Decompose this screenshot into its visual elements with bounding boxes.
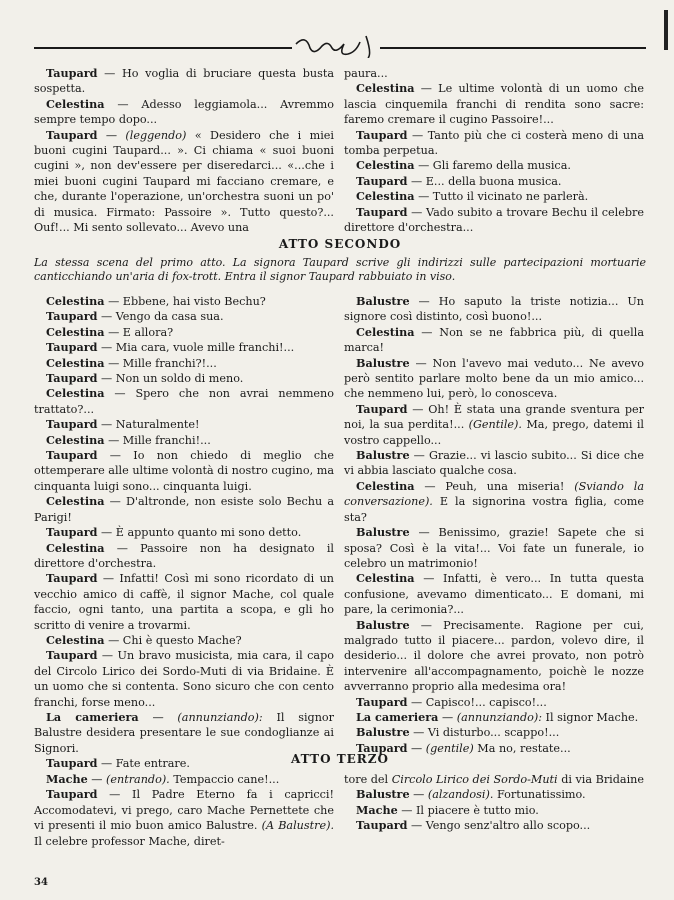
dialogue-text: Ma, prego, datemi il vostro cappello... — [344, 418, 644, 447]
dialogue-line — [34, 128, 334, 236]
stage-direction: — (entrando). — [91, 773, 170, 786]
speaker-name: Celestina — [356, 478, 415, 493]
speaker-name: Celestina — [46, 386, 105, 401]
speaker-name: Celestina — [356, 189, 415, 204]
dialogue-text: — Le ultime volontà di un uomo che lascia cinquemila franchi di rendita sono sacre: faremo cremare il cugino Passoire!... — [344, 82, 645, 127]
dialogue-text: — Ho saputo la triste notizia... Un signore così distinto, così buono!... — [344, 295, 644, 324]
dialogue-text: — Tutto il vicinato ne parlerà. — [418, 190, 589, 204]
dialogue-line — [34, 340, 334, 355]
speaker-name: La cameriera — [46, 709, 139, 724]
dialogue-line — [344, 525, 644, 571]
act2-left-column — [34, 294, 334, 772]
dialogue-line — [344, 325, 644, 356]
dialogue-text: paura... — [344, 67, 388, 80]
speaker-name: Balustre — [356, 355, 410, 370]
speaker-name: Taupard — [356, 401, 408, 416]
dialogue-text: Il signor Balustre desidera presentare le sue condoglianze ai Signori. — [34, 710, 334, 755]
dialogue-text: — E allora? — [108, 325, 174, 339]
speaker-name: Taupard — [356, 694, 408, 709]
speaker-name: Celestina — [356, 324, 415, 339]
dialogue-line — [344, 618, 644, 695]
act1-right-column — [344, 66, 644, 235]
dialogue-line — [344, 803, 644, 818]
dialogue-line — [344, 710, 644, 725]
dialogue-text: Il signor Mache. — [545, 710, 639, 724]
speaker-name: Taupard — [46, 648, 98, 663]
dialogue-text: « Desidero che i miei buoni cugini Taupard... ». Ci chiama « suoi buoni cugini », non dev'essere per diseredarci... «...che i miei buoni cugini Taupard mi facciano cremare, e che, durante l'operazione, un'orchestra suoni un po' di musica. Firmato: Passoire ». Tutto questo?... Ouf!... Mi sento sollevato... Avevo una — [34, 128, 335, 235]
header-ornament — [34, 30, 646, 58]
dialogue-line — [344, 189, 644, 204]
dialogue-line — [344, 128, 644, 159]
dialogue-line — [344, 818, 644, 833]
speaker-name: Celestina — [46, 494, 105, 509]
act2-intro: La stessa scena del primo atto. La signora Taupard scrive gli indirizzi sulle partecipazioni mortuarie canticchiando un'aria di fox-trott. Entra il signor Taupard rabbuiato in viso. — [34, 256, 646, 283]
speaker-name: Celestina — [46, 540, 105, 555]
dialogue-text: — Fate entrare. — [101, 757, 190, 771]
dialogue-line — [34, 525, 334, 540]
dialogue-line — [34, 448, 334, 494]
dialogue-line — [344, 294, 644, 325]
dialogue-line — [344, 479, 644, 525]
dialogue-line — [344, 356, 644, 402]
dialogue-text: tore del — [344, 773, 389, 786]
dialogue-text: — Vi disturbo... scappo!... — [413, 726, 560, 740]
dialogue-line — [344, 571, 644, 617]
dialogue-line — [344, 81, 644, 127]
dialogue-line — [34, 433, 334, 448]
stage-direction: — (alzandosi). — [413, 788, 494, 802]
dialogue-text: — Io non chiedo di meglio che ottemperare alle ultime volontà di nostro cugino, ma cinquanta luigi sono... cinquanta luigi. — [34, 449, 334, 493]
speaker-name: Taupard — [46, 448, 98, 463]
dialogue-line — [34, 386, 334, 417]
stage-direction: — (gentile) — [411, 741, 474, 755]
speaker-name: Celestina — [46, 96, 105, 111]
dialogue-text: E la signorina vostra figlia, come sta? — [344, 495, 645, 524]
speaker-name: Balustre — [356, 525, 410, 540]
dialogue-text: — Spero che non avrai nemmeno trattato?... — [34, 387, 334, 416]
speaker-name: Balustre — [356, 787, 410, 802]
speaker-name: Taupard — [46, 525, 98, 540]
dialogue-line — [34, 633, 334, 648]
dialogue-line — [34, 309, 334, 324]
dialogue-line — [344, 448, 644, 479]
dialogue-line — [344, 725, 644, 740]
stage-direction: — (annunziando): — [152, 710, 263, 724]
speaker-name: Taupard — [46, 340, 98, 355]
dialogue-text: — Passoire non ha designato il direttore d'orchestra. — [34, 541, 334, 570]
dialogue-text: Fortunatissimo. — [496, 788, 586, 802]
dialogue-line — [34, 541, 334, 572]
stage-direction: Circolo Lirico dei Sordo-Muti — [391, 773, 558, 786]
dialogue-text: — È appunto quanto mi sono detto. — [101, 526, 302, 540]
speaker-name: Balustre — [356, 617, 410, 632]
speaker-name: Taupard — [46, 371, 98, 386]
dialogue-line — [34, 294, 334, 309]
dialogue-text: di via Bridaine — [561, 773, 644, 786]
dialogue-text: — Chi è questo Mache? — [108, 633, 242, 647]
dialogue-text: — Ho voglia di bruciare questa busta sospetta. — [34, 67, 334, 96]
dialogue-text: — Non un soldo di meno. — [101, 372, 244, 386]
dialogue-text: Tempaccio cane!... — [173, 773, 280, 786]
dialogue-text: — Non se ne fabbrica più, di quella marca! — [344, 325, 644, 355]
dialogue-line — [34, 787, 334, 849]
stage-direction: — (annunziando): — [442, 710, 542, 724]
speaker-name: Balustre — [356, 294, 410, 308]
dialogue-text: — Tanto più che ci costerà meno di una tomba perpetua. — [344, 128, 644, 158]
dialogue-line — [34, 417, 334, 432]
dialogue-line — [344, 66, 644, 81]
dialogue-line — [34, 356, 334, 371]
dialogue-text: — Mille franchi!... — [108, 433, 211, 447]
speaker-name: Taupard — [356, 204, 408, 219]
speaker-name: Celestina — [46, 324, 105, 339]
dialogue-line — [344, 158, 644, 173]
dialogue-text: — Precisamente. Ragione per cui, malgrado tutto il piacere... pardon, volevo dire, il desiderio... il dolore che avrei provato, non potrò intervenire all'accompagnamento, poichè le nozze avverranno proprio alla medesima ora! — [344, 618, 644, 694]
dialogue-text: Ma no, restate... — [477, 741, 571, 755]
dialogue-line — [34, 710, 334, 756]
dialogue-text: — Grazie... vi lascio subito... Si dice che vi abbia lasciato qualche cosa. — [344, 449, 644, 478]
dialogue-line — [34, 772, 334, 787]
dialogue-line — [344, 402, 644, 448]
dialogue-text: — Infatti, è vero... In tutta questa confusione, avevamo dimenticato... E domani, mi pare, la cerimonia?... — [344, 572, 644, 617]
speaker-name: Taupard — [46, 417, 98, 432]
page-edge-mark — [664, 10, 668, 50]
speaker-name: Taupard — [356, 740, 408, 755]
speaker-name: La cameriera — [356, 709, 439, 724]
stage-direction: (Sviando la conversazione). — [344, 479, 644, 509]
dialogue-text: — Un bravo musicista, mia cara, il capo del Circolo Lirico dei Sordo-Muti di via Bridaine. È un uomo che si contenta. Sono sicuro che con cento franchi, forse meno... — [34, 649, 334, 709]
dialogue-text: — Oh! È stata una grande sventura per noi, la sua perdita!... — [344, 402, 644, 432]
dialogue-text: — Il Padre Eterno fa i capricci! Accomodatevi, vi prego, caro Mache Pernettete che vi presenti il mio buon amico Balustre. — [34, 788, 335, 833]
speaker-name: Taupard — [46, 756, 98, 771]
stage-direction: (Gentile). — [468, 418, 522, 432]
dialogue-text: — Capisco!... capisco!... — [411, 695, 547, 709]
dialogue-text: — Gli faremo della musica. — [418, 159, 571, 173]
speaker-name: Taupard — [356, 173, 408, 188]
speaker-name: Celestina — [46, 432, 105, 447]
speaker-name: Mache — [356, 802, 398, 817]
dialogue-line — [34, 571, 334, 633]
speaker-name: Celestina — [46, 294, 105, 308]
speaker-name: Celestina — [46, 355, 105, 370]
dialogue-line — [34, 494, 334, 525]
dialogue-line — [344, 772, 644, 787]
speaker-name: Celestina — [356, 158, 415, 173]
speaker-name: Taupard — [356, 127, 408, 142]
speaker-name: Taupard — [46, 309, 98, 324]
act2-title: ATTO SECONDO — [278, 237, 402, 251]
dialogue-line — [34, 66, 334, 97]
dialogue-line — [344, 174, 644, 189]
dialogue-text: Il celebre professor Mache, diret- — [34, 834, 225, 848]
act2-right-column — [344, 294, 644, 756]
speaker-name: Celestina — [46, 632, 105, 647]
speaker-name: Taupard — [46, 571, 98, 586]
dialogue-text: — Peuh, una miseria! — [424, 479, 565, 493]
speaker-name: Balustre — [356, 725, 410, 740]
speaker-name: Taupard — [46, 66, 98, 80]
speaker-name: Balustre — [356, 448, 410, 463]
dialogue-text: — Naturalmente! — [101, 418, 200, 432]
dialogue-line — [344, 205, 644, 236]
speaker-name: Taupard — [46, 787, 98, 802]
act3-right-column — [344, 772, 644, 834]
page-number: 34 — [34, 877, 48, 888]
dialogue-text: — Mille franchi?!... — [108, 356, 217, 370]
dialogue-text: — Vengo da casa sua. — [101, 310, 224, 324]
act3-title: ATTO TERZO — [291, 752, 389, 766]
dialogue-line — [344, 787, 644, 802]
dialogue-text: — Vado subito a trovare Bechu il celebre direttore d'orchestra... — [344, 205, 644, 235]
dialogue-text: — Vengo senz'altro allo scopo... — [411, 819, 591, 833]
dialogue-text: — Ebbene, hai visto Bechu? — [108, 295, 266, 308]
stage-direction: (A Balustre). — [261, 819, 334, 833]
dialogue-line — [34, 97, 334, 128]
dialogue-text: — D'altronde, non esiste solo Bechu a Parigi! — [34, 495, 334, 524]
speaker-name: Taupard — [46, 127, 98, 142]
dialogue-text: — Il piacere è tutto mio. — [401, 803, 539, 817]
dialogue-line — [34, 648, 334, 710]
act1-left-column — [34, 66, 334, 235]
speaker-name: Celestina — [356, 571, 415, 586]
dialogue-text: — Benissimo, grazie! Sapete che si sposa? Così è la vita!... Voi fate un funerale, io celebro un matrimonio! — [344, 526, 644, 570]
stage-direction: — (leggendo) — [105, 128, 187, 142]
dialogue-text: — Adesso leggiamola... Avremmo sempre tempo dopo... — [34, 97, 334, 127]
dialogue-text: — E... della buona musica. — [411, 174, 562, 188]
dialogue-line — [34, 325, 334, 340]
speaker-name: Mache — [46, 772, 88, 786]
dialogue-text: — Mia cara, vuole mille franchi!... — [101, 341, 295, 355]
speaker-name: Celestina — [356, 81, 415, 96]
dialogue-text: — Non l'avevo mai veduto... Ne avevo però sentito parlare molto bene da un mio amico... che nemmeno lui, però, lo conosceva. — [344, 356, 644, 401]
dialogue-line — [34, 371, 334, 386]
dialogue-text: — Infatti! Così mi sono ricordato di un vecchio amico di caffè, il signor Mache, col quale faccio, ogni tanto, una partita a scopa, e gli ho scritto di venire a trovarmi. — [34, 572, 334, 632]
speaker-name: Taupard — [356, 818, 408, 833]
dialogue-line — [344, 695, 644, 710]
act3-left-column — [34, 772, 334, 849]
